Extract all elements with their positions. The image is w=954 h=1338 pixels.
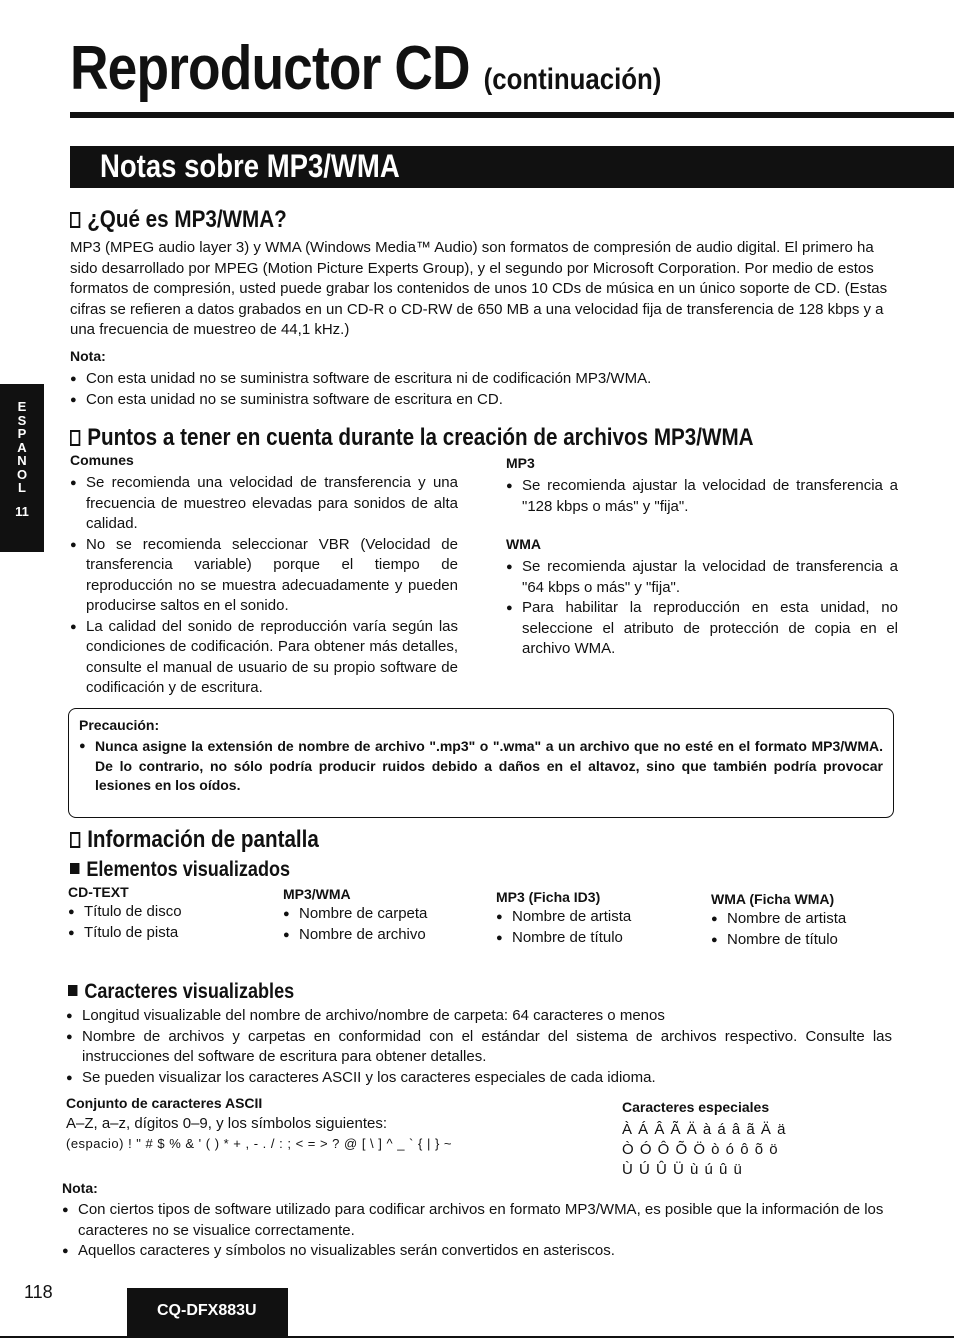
list-item: ● Se recomienda ajustar la velocidad de transferencia a "64 kbps o más" y "fija". — [506, 557, 898, 598]
wma-list — [506, 557, 898, 660]
page-title — [70, 34, 662, 103]
title-rule — [70, 112, 954, 118]
column-label: CD-TEXT — [68, 884, 129, 900]
note-label-2: Nota: — [62, 1180, 98, 1196]
checkbox-square-icon — [70, 832, 80, 848]
heading-que-es-text: ¿Qué es MP3/WMA? — [87, 206, 287, 233]
checkbox-square-icon — [70, 212, 80, 228]
caution-box — [68, 708, 894, 818]
note-label-1: Nota: — [70, 348, 106, 364]
special-line: Ò Ó Ô Õ Ö ò ó ô õ ö — [622, 1141, 779, 1158]
list-item: ● Con ciertos tipos de software utilizado para codificar archivos en formato MP3/WMA, es posible que la información de los caracteres no se visualice correctamente. — [62, 1200, 892, 1241]
list-item: ● Aquellos caracteres y símbolos no visualizables serán convertidos en asteriscos. — [62, 1241, 892, 1262]
caracteres-list — [66, 1006, 892, 1088]
subheading-caracteres-text: Caracteres visualizables — [84, 980, 295, 1003]
heading-informacion — [70, 826, 319, 854]
column-list — [283, 904, 463, 945]
list-item: ● Nombre de archivo — [283, 925, 463, 946]
intro-paragraph: MP3 (MPEG audio layer 3) y WMA (Windows Media™ Audio) son formatos de compresión de audio digital. El primero ha sido desarrollado por MPEG (Motion Picture Experts Group), y el segundo por Microsoft Corporation. Por medio de estos formatos de compresión, usted puede grabar los contenidos de unos 10 CDs de música en un único soporte de CD. (Estas cifras se refieren a datos grabados en un CD-R o CD-RW de 650 MB a una velocidad fija de transferencia de 128 kbps y a una frecuencia de muestreo de 44,1 kHz.) — [70, 239, 888, 338]
mp3-label: MP3 — [506, 455, 535, 471]
language-tab — [0, 384, 44, 552]
wma-label: WMA — [506, 536, 541, 552]
list-item: ● La calidad del sonido de reproducción varía según las condiciones de codificación. Para obtener más detalles, consulte el manual de usuario de su propio software de codificación y de escritura. — [70, 617, 458, 699]
list-item: ● Título de pista — [68, 923, 238, 944]
mp3-list — [506, 476, 898, 517]
list-item: ● Nombre de artista — [496, 907, 676, 928]
page-title-sub: (continuación) — [483, 63, 662, 96]
caution-text-wrap — [79, 737, 883, 796]
list-item: ● Nombre de artista — [711, 909, 891, 930]
ascii-label: Conjunto de caracteres ASCII — [66, 1095, 263, 1111]
list-item: ● Con esta unidad no se suministra software de escritura ni de codificación MP3/WMA. — [70, 369, 790, 390]
column-mp3-id3 — [496, 889, 676, 948]
column-wma-tag — [711, 891, 891, 950]
heading-que-es — [70, 206, 287, 234]
language-letter: L — [18, 480, 26, 495]
list-item: ● Se recomienda una velocidad de transferencia y una frecuencia de muestreo elevadas para sonidos de alta calidad. — [70, 473, 458, 535]
list-item: ● Título de disco — [68, 902, 238, 923]
subheading-elementos-text: Elementos visualizados — [86, 858, 291, 881]
comunes-label: Comunes — [70, 452, 134, 468]
caution-label: Precaución: — [79, 717, 160, 733]
special-line: Ù Ú Û Ü ù ú û ü — [622, 1161, 743, 1178]
page-title-main: Reproductor CD — [70, 34, 470, 103]
special-line: À Á Â Ã Ä à á â ã Ä ä — [622, 1121, 787, 1138]
list-item: ● Se recomienda ajustar la velocidad de transferencia a "128 kbps o más" y "fija". — [506, 476, 898, 517]
language-letter: S — [17, 412, 27, 428]
column-cd-text — [68, 884, 238, 943]
note-list-2 — [62, 1200, 892, 1262]
list-item: ● Nombre de carpeta — [283, 904, 463, 925]
heading-puntos-text: Puntos a tener en cuenta durante la creación de archivos MP3/WMA — [87, 424, 754, 451]
special-label: Caracteres especiales — [622, 1099, 770, 1115]
list-item: ● No se recomienda seleccionar VBR (Velocidad de transferencia variable) porque el tiempo de reproducción no se muestra adecuadamente y pueden producirse saltos en el sonido. — [70, 535, 458, 617]
comunes-list — [70, 473, 458, 699]
column-label: MP3 (Ficha ID3) — [496, 889, 601, 905]
section-number: 11 — [15, 503, 29, 519]
model-badge: CQ-DFX883U — [127, 1288, 288, 1338]
column-label: MP3/WMA — [283, 886, 351, 902]
column-list — [711, 909, 891, 950]
column-list — [68, 902, 238, 943]
note-list-1 — [70, 369, 790, 410]
page-number: 118 — [24, 1282, 53, 1302]
language-letter: E — [17, 399, 27, 414]
banner-text: Notas sobre MP3/WMA — [100, 148, 400, 184]
subheading-elementos — [70, 858, 290, 882]
language-letter: P — [17, 426, 27, 441]
caution-text: ● Nunca asigne la extensión de nombre de archivo ".mp3" o ".wma" a un archivo que no esté en el formato MP3/WMA. De lo contrario, no sólo podría producir ruidos debido a daños en el altavoz, sino que también podría provocar lesiones en los oídos. — [79, 737, 883, 796]
language-letter: O — [16, 466, 28, 482]
list-item: ● Nombre de título — [711, 930, 891, 951]
list-item: ● Con esta unidad no se suministra software de escritura en CD. — [70, 390, 790, 411]
language-letter: A — [17, 439, 27, 455]
square-bullet-icon — [68, 985, 77, 996]
column-mp3-wma — [283, 886, 463, 945]
heading-informacion-text: Información de pantalla — [87, 826, 319, 853]
list-item: ● Nombre de título — [496, 928, 676, 949]
list-item: ● Para habilitar la reproducción en esta unidad, no seleccione el atributo de protección de copia en el archivo WMA. — [506, 598, 898, 660]
column-label: WMA (Ficha WMA) — [711, 891, 835, 907]
checkbox-square-icon — [70, 430, 80, 446]
column-list — [496, 907, 676, 948]
section-banner — [70, 146, 954, 188]
subheading-caracteres — [68, 980, 294, 1004]
square-bullet-icon — [70, 863, 79, 874]
list-item: ● Se pueden visualizar los caracteres ASCII y los caracteres especiales de cada idioma. — [66, 1068, 892, 1089]
list-item: ● Nombre de archivos y carpetas en conformidad con el estándar del sistema de archivos respectivo. Consulte las instrucciones del software de escritura para obtener detalles. — [66, 1027, 892, 1068]
ascii-line-2: (espacio) ! " # $ % & ' ( ) * + , - . / : ; < = > ? @ [ \ ] ^ _ ` { | } ~ — [66, 1136, 452, 1151]
language-letter: N — [17, 453, 27, 468]
list-item: ● Longitud visualizable del nombre de archivo/nombre de carpeta: 64 caracteres o menos — [66, 1006, 892, 1027]
special-chars — [622, 1120, 882, 1180]
heading-puntos — [70, 424, 754, 452]
ascii-line-1: A–Z, a–z, dígitos 0–9, y los símbolos siguientes: — [66, 1115, 387, 1132]
